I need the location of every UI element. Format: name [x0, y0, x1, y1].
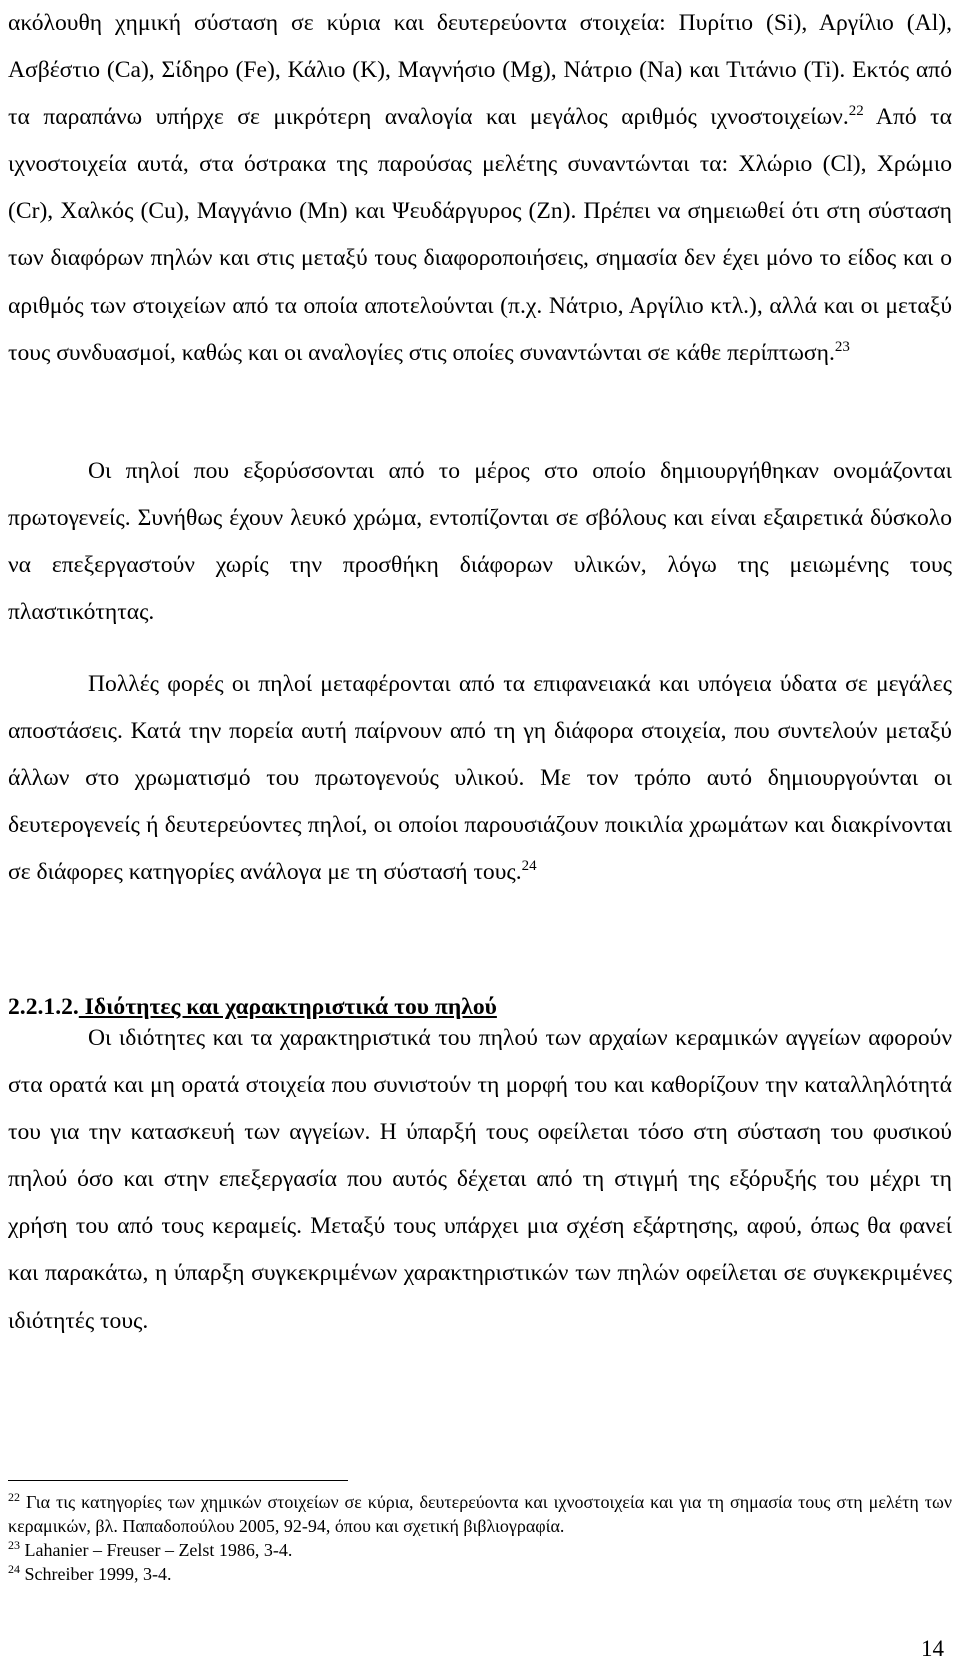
footnote-22	[8, 1490, 952, 1538]
paragraph-chemical-composition	[8, 0, 952, 377]
footnote-text: Schreiber 1999, 3-4.	[20, 1564, 172, 1584]
paragraph-clay-properties: Οι ιδιότητες και τα χαρακτηριστικά του πηλού των αρχαίων κεραμικών αγγείων αφορούν στα ορατά και μη ορατά στοιχεία που συνιστούν τη μορφή του και καθορίζουν την καταλληλότητά του για την κατασκευή των αγγείων. Η ύπαρξή τους οφείλεται τόσο στη σύσταση του φυσικού πηλού όσο και στην επεξεργασία που αυτός δέχεται από τη στιγμή της εξόρυξής του μέχρι τη χρήση του από τους κεραμείς. Μεταξύ τους υπάρχει μια σχέση εξάρτησης, αφού, όπως θα φανεί και παρακάτω, η ύπαρξη συγκεκριμένων χαρακτηριστικών των πηλών οφείλεται σε συγκεκριμένες ιδιότητές τους.	[8, 1025, 952, 1334]
footnotes	[8, 1490, 952, 1586]
section-title: Ιδιότητες και χαρακτηριστικά του πηλού	[78, 994, 497, 1020]
footnote-separator	[8, 1480, 348, 1481]
footnote-number: 22	[8, 1490, 20, 1504]
section-number: 2.2.1.2.	[8, 994, 79, 1020]
footnote-ref-24[interactable]: 24	[521, 858, 537, 875]
page-number: 14	[921, 1636, 944, 1661]
footnote-text: Για τις κατηγορίες των χημικών στοιχείων σε κύρια, δευτερεύοντα και ιχνοστοιχεία και για τη σημασία τους στη μελέτη των κεραμικών, βλ. Παπαδοπούλου 2005, 92-94, όπου και σχετική βιβλιογραφία.	[8, 1492, 952, 1536]
footnote-text: Lahanier – Freuser – Zelst 1986, 3-4.	[20, 1540, 293, 1560]
paragraph-text: Από τα ιχνοστοιχεία αυτά, στα όστρακα της παρούσας μελέτης συναντώνται τα: Χλώριο (Cl), Χρώμιο (Cr), Χαλκός (Cu), Μαγγάνιο (Mn) και Ψευδάργυρος (Zn). Πρέπει να σημειωθεί ότι στη σύσταση των διαφόρων πηλών και στις μεταξύ τους διαφοροποιήσεις, σημασία δεν έχει μόνο το είδος και ο αριθμός των στοιχείων από τα οποία αποτελούνται (π.χ. Νάτριο, Αργίλιο κτλ.), αλλά και οι μεταξύ τους συνδυασμοί, καθώς και οι αναλογίες στις οποίες συναντώνται σε κάθε περίπτωση.	[8, 104, 952, 366]
paragraph-secondary-clays	[8, 661, 952, 896]
paragraph-text: ακόλουθη χημική σύσταση σε κύρια και δευτερεύοντα στοιχεία: Πυρίτιο (Si), Αργίλιο (Al), Ασβέστιο (Ca), Σίδηρο (Fe), Κάλιο (K), Μαγνήσιο (Mg), Νάτριο (Na) και Τιτάνιο (Ti). Εκτός από τα παραπάνω υπήρχε σε μικρότερη αναλογία και μεγάλος αριθμός ιχνοστοιχείων.	[8, 10, 952, 131]
footnote-23	[8, 1538, 952, 1562]
footnote-24	[8, 1562, 952, 1586]
footnote-number: 23	[8, 1538, 20, 1552]
footnote-ref-23[interactable]: 23	[834, 338, 850, 355]
paragraph-primary-clays: Οι πηλοί που εξορύσσονται από το μέρος στο οποίο δημιουργήθηκαν ονομάζονται πρωτογενείς. Συνήθως έχουν λευκό χρώμα, εντοπίζονται σε σβόλους και είναι εξαιρετικά δύσκολο να επεξεργαστούν χωρίς την προσθήκη διάφορων υλικών, λόγω της μειωμένης τους πλαστικότητας.	[8, 458, 952, 626]
footnote-ref-22[interactable]: 22	[848, 103, 864, 120]
paragraph-text: Πολλές φορές οι πηλοί μεταφέρονται από τα επιφανειακά και υπόγεια ύδατα σε μεγάλες αποστάσεις. Κατά την πορεία αυτή παίρνουν από τη γη διάφορα στοιχεία, που συντελούν μεταξύ άλλων στο χρωματισμό του πρωτογενούς υλικού. Με τον τρόπο αυτό δημιουργούνται οι δευτερογενείς ή δευτερεύοντες πηλοί, οι οποίοι παρουσιάζουν ποικιλία χρωμάτων και διακρίνονται σε διάφορες κατηγορίες ανάλογα με τη σύστασή τους.	[8, 671, 952, 886]
footnote-number: 24	[8, 1562, 20, 1576]
